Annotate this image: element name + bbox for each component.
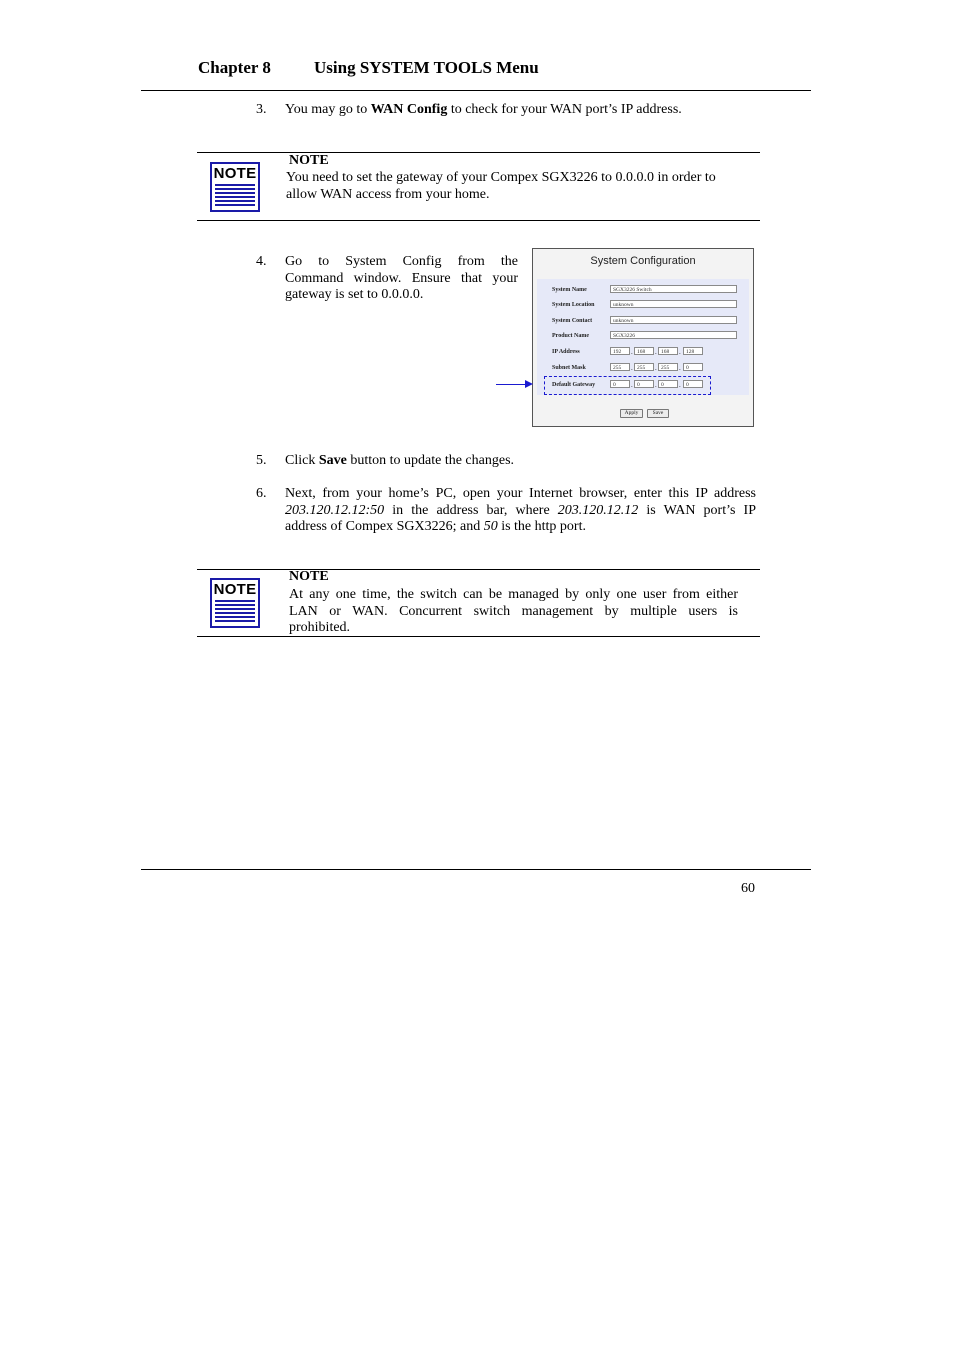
system-contact-label: System Contact (552, 318, 593, 324)
note-2-text: At any one time, the switch can be managed by only one user from either LAN or WAN. Concurrent switch management by multiple users is prohibited. (289, 587, 738, 636)
gateway-octet-2[interactable]: 0 (634, 380, 654, 388)
system-name-label: System Name (552, 287, 587, 293)
gateway-octet-3[interactable]: 0 (658, 380, 678, 388)
ip-address-label: IP Address (552, 349, 580, 355)
ip-octet-4[interactable]: 128 (683, 347, 703, 355)
mask-octet-3[interactable]: 255 (658, 363, 678, 371)
subnet-mask-label: Subnet Mask (552, 365, 586, 371)
default-gateway-label: Default Gateway (552, 382, 596, 388)
step-3-text: You may go to WAN Config to check for your WAN port’s IP address. (285, 102, 682, 117)
step-5-text: Click Save button to update the changes. (285, 453, 515, 468)
chapter-title: Using SYSTEM TOOLS Menu (314, 58, 539, 77)
page-number: 60 (741, 881, 755, 896)
apply-button[interactable]: Apply (620, 409, 643, 418)
footer-rule (141, 869, 811, 870)
mask-octet-2[interactable]: 255 (634, 363, 654, 371)
step-5-number: 5. (256, 453, 267, 468)
note-2-top-rule (197, 569, 760, 570)
step-6-number: 6. (256, 486, 267, 501)
note-1-bottom-rule (197, 220, 760, 221)
ip-octet-1[interactable]: 192 (610, 347, 630, 355)
gateway-highlight-box (544, 376, 711, 395)
note-2-bottom-rule (197, 636, 760, 637)
system-location-label: System Location (552, 302, 595, 308)
header-rule (141, 90, 811, 91)
mask-octet-4[interactable]: 0 (683, 363, 703, 371)
system-name-input[interactable]: SGX3226 Switch (610, 285, 737, 293)
chapter-label: Chapter 8 (198, 58, 271, 77)
note-icon: NOTE (210, 162, 260, 212)
step-3-number: 3. (256, 102, 267, 117)
note-1-text: You need to set the gateway of your Compex SGX3226 to 0.0.0.0 in order to allow WAN access from your home. (286, 170, 716, 202)
step-4-text: Go to System Config from the Command window. Ensure that your gateway is set to 0.0.0.0. (285, 254, 518, 303)
product-name-input[interactable]: SGX3226 (610, 331, 737, 339)
system-location-input[interactable]: unknown (610, 300, 737, 308)
pointer-arrow-icon (525, 380, 533, 388)
gateway-octet-4[interactable]: 0 (683, 380, 703, 388)
step-4-number: 4. (256, 254, 267, 269)
pointer-arrow-line (496, 384, 526, 385)
step-6-text: Next, from your home’s PC, open your Internet browser, enter this IP address 203.120.12.12:50 in the address bar, where 203.120.12.12 is WAN port’s IP address of Compex SGX3226; and 50 is the http port. (285, 486, 756, 535)
gateway-octet-1[interactable]: 0 (610, 380, 630, 388)
system-contact-input[interactable]: unknown (610, 316, 737, 324)
ip-octet-2[interactable]: 168 (634, 347, 654, 355)
product-name-label: Product Name (552, 333, 590, 339)
save-button[interactable]: Save (647, 409, 669, 418)
note-1-top-rule (197, 152, 760, 153)
screenshot-title: System Configuration (590, 255, 696, 267)
note-2-title: NOTE (289, 569, 329, 584)
note-1-title: NOTE (289, 153, 329, 168)
mask-octet-1[interactable]: 255 (610, 363, 630, 371)
ip-octet-3[interactable]: 168 (658, 347, 678, 355)
note-icon: NOTE (210, 578, 260, 628)
